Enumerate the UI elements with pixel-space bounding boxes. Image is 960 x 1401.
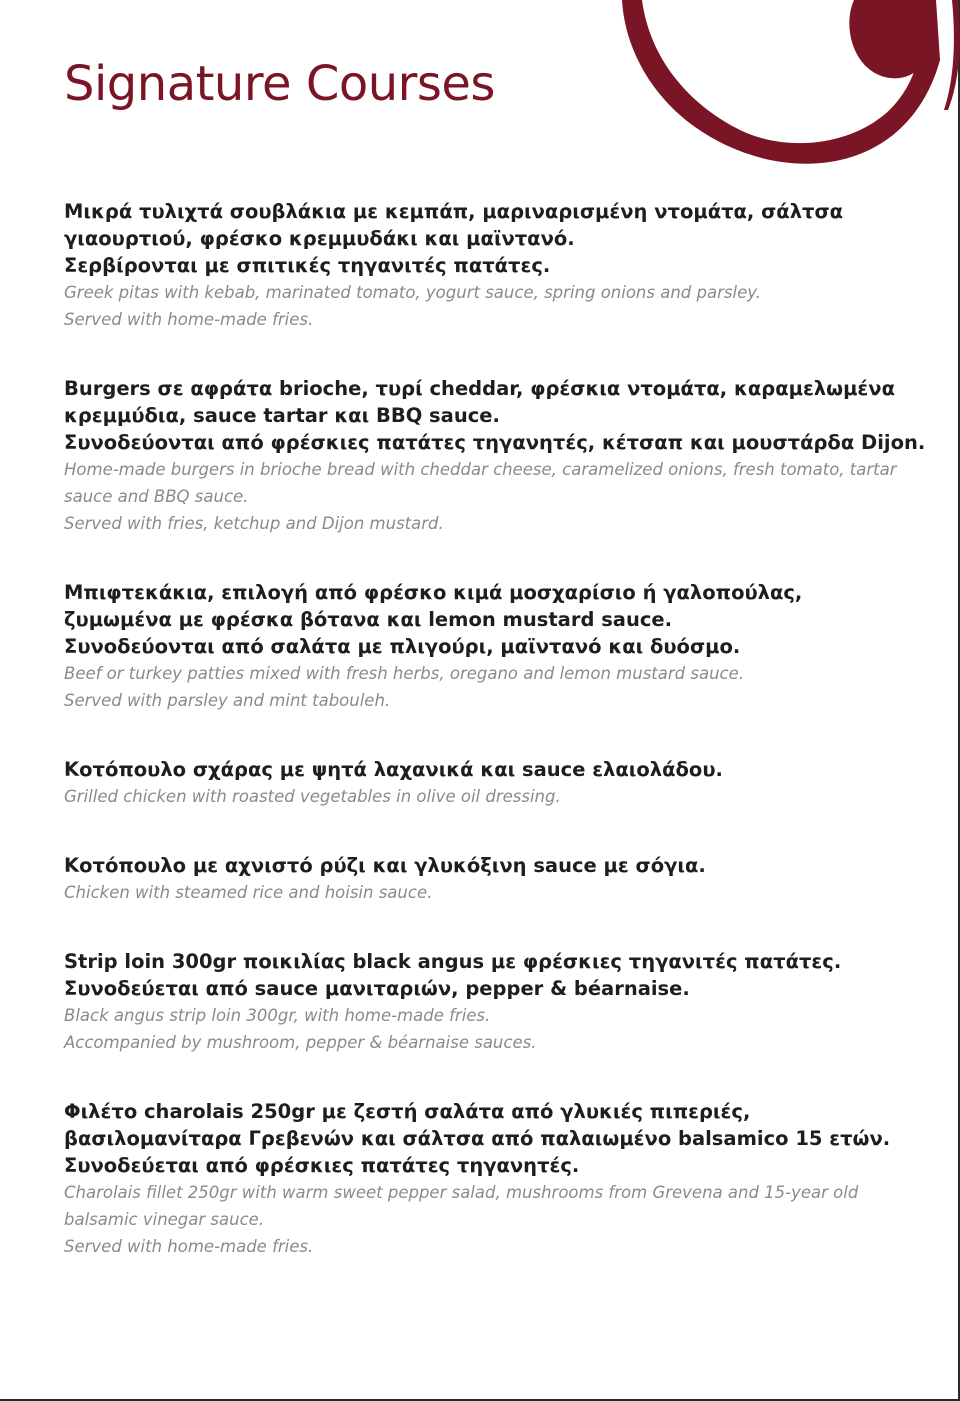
- dish-description-greek: Συνοδεύεται από φρέσκιες πατάτες τηγανητές.: [64, 1154, 580, 1177]
- dish-description-greek: κρεμμύδια, sauce tartar και BBQ sauce.: [64, 404, 500, 427]
- dish-description-greek: γιαουρτιού, φρέσκο κρεμμυδάκι και μαϊντανό.: [64, 227, 575, 250]
- dish-description-greek: Κοτόπουλο σχάρας με ψητά λαχανικά και sauce ελαιολάδου.: [64, 758, 723, 781]
- page-title: Signature Courses: [64, 56, 495, 112]
- dish-description-english: Served with home-made fries.: [64, 310, 314, 329]
- dish-description-greek: Μπιφτεκάκια, επιλογή από φρέσκο κιμά μοσχαρίσιο ή γαλοπούλας,: [64, 581, 803, 604]
- dish-description-greek: Συνοδεύονται από σαλάτα με πλιγούρι, μαϊντανό και δυόσμο.: [64, 635, 741, 658]
- wine-stain-edge: [944, 0, 960, 110]
- wine-stain-drop: [849, 0, 933, 78]
- menu-item: [64, 852, 924, 906]
- dish-description-english: Chicken with steamed rice and hoisin sauce.: [64, 883, 433, 902]
- dish-description-greek: Burgers σε αφράτα brioche, τυρί cheddar, φρέσκια ντομάτα, καραμελωμένα: [64, 377, 895, 400]
- dish-description-english: Served with home-made fries.: [64, 1237, 314, 1256]
- dish-description-greek: Strip loin 300gr ποικιλίας black angus με φρέσκιες τηγανιτές πατάτες.: [64, 950, 842, 973]
- menu-item: [64, 579, 924, 714]
- menu-item: [64, 375, 924, 537]
- dish-description-english: balsamic vinegar sauce.: [64, 1210, 265, 1229]
- dish-description-greek: Κοτόπουλο με αχνιστό ρύζι και γλυκόξινη sauce με σόγια.: [64, 854, 706, 877]
- dish-description-english: Greek pitas with kebab, marinated tomato, yogurt sauce, spring onions and parsley.: [64, 283, 761, 302]
- dish-description-greek: ζυμωμένα με φρέσκα βότανα και lemon mustard sauce.: [64, 608, 673, 631]
- dish-description-english: Black angus strip loin 300gr, with home-made fries.: [64, 1006, 491, 1025]
- dish-description-greek: Συνοδεύεται από sauce μανιταριών, pepper & béarnaise.: [64, 977, 690, 1000]
- dish-description-greek: Φιλέτο charolais 250gr με ζεστή σαλάτα από γλυκιές πιπεριές,: [64, 1100, 751, 1123]
- dish-description-english: Beef or turkey patties mixed with fresh herbs, oregano and lemon mustard sauce.: [64, 664, 745, 683]
- dish-description-english: Served with fries, ketchup and Dijon mustard.: [64, 514, 444, 533]
- dish-description-greek: Σερβίρονται με σπιτικές τηγανιτές πατάτες.: [64, 254, 551, 277]
- menu-item: [64, 948, 924, 1056]
- menu-item: [64, 1098, 924, 1260]
- dish-description-english: sauce and BBQ sauce.: [64, 487, 249, 506]
- menu-item: [64, 756, 924, 810]
- dish-description-english: Grilled chicken with roasted vegetables in olive oil dressing.: [64, 787, 561, 806]
- menu-item: [64, 198, 924, 333]
- dish-description-english: Home-made burgers in brioche bread with cheddar cheese, caramelized onions, fresh tomato, tartar: [64, 460, 897, 479]
- dish-description-english: Accompanied by mushroom, pepper & béarnaise sauces.: [64, 1033, 537, 1052]
- wine-stain-decoration: [600, 0, 960, 200]
- menu-list: [64, 198, 924, 1302]
- dish-description-english: Served with parsley and mint tabouleh.: [64, 691, 391, 710]
- dish-description-english: Charolais fillet 250gr with warm sweet pepper salad, mushrooms from Grevena and 15-year old: [64, 1183, 859, 1202]
- dish-description-greek: βασιλομανίταρα Γρεβενών και σάλτσα από παλαιωμένο balsamico 15 ετών.: [64, 1127, 891, 1150]
- dish-description-greek: Μικρά τυλιχτά σουβλάκια με κεμπάπ, μαριναρισμένη ντομάτα, σάλτσα: [64, 200, 844, 223]
- dish-description-greek: Συνοδεύονται από φρέσκιες πατάτες τηγανητές, κέτσαπ και μουστάρδα Dijon.: [64, 431, 926, 454]
